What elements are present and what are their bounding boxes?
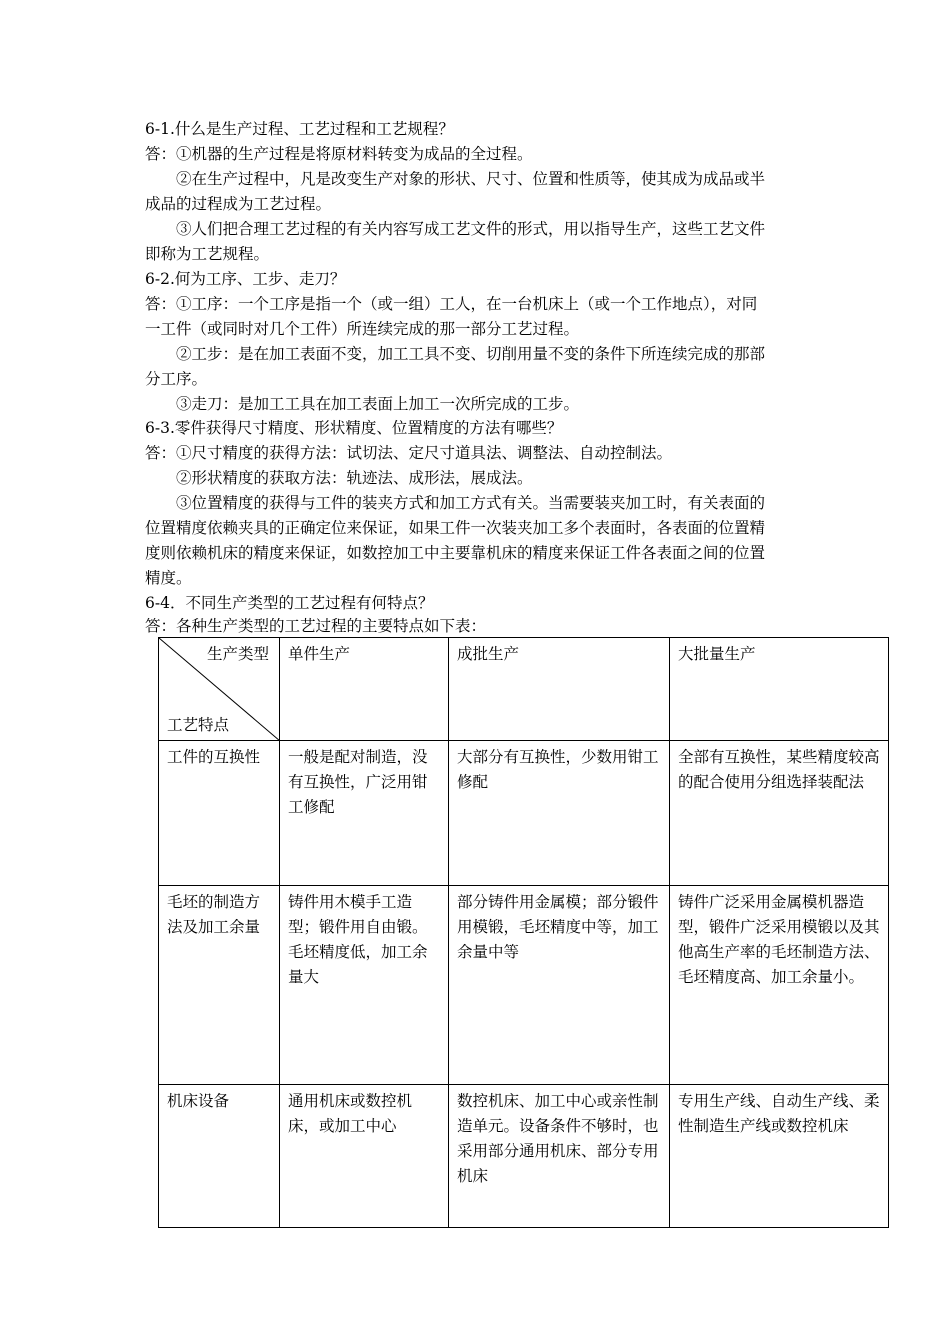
- question-6-1: 6-1.什么是生产过程、工艺过程和工艺规程？: [145, 120, 454, 138]
- corner-label-process-feature: 工艺特点: [167, 716, 230, 734]
- answer-line: 分工序。: [145, 370, 208, 388]
- table-row: [159, 741, 889, 886]
- row-label: 毛坯的制造方法及加工余量: [159, 886, 280, 1085]
- answer-line: 答：各种生产类型的工艺过程的主要特点如下表：: [145, 617, 487, 635]
- corner-label-production-type: 生产类型: [206, 645, 269, 663]
- header-batch-production: 成批生产: [449, 638, 670, 741]
- answer-line: ③人们把合理工艺过程的有关内容写成工艺文件的形式，用以指导生产，这些工艺文件: [145, 220, 766, 238]
- corner-header-cell: [159, 638, 280, 741]
- answer-line: 精度。: [145, 569, 192, 587]
- answer-line: ②形状精度的获取方法：轨迹法、成形法，展成法。: [145, 469, 533, 487]
- table-cell: 通用机床或数控机床，或加工中心: [280, 1085, 449, 1228]
- table-cell: 数控机床、加工中心或亲性制造单元。设备条件不够时，也采用部分通用机床、部分专用机床: [449, 1085, 670, 1228]
- answer-line: ③位置精度的获得与工件的装夹方式和加工方式有关。当需要装夹加工时，有关表面的: [145, 494, 766, 512]
- header-single-production: 单件生产: [280, 638, 449, 741]
- answer-line: 成品的过程成为工艺过程。: [145, 195, 332, 213]
- question-6-2: 6-2.何为工序、工步、走刀？: [145, 270, 346, 288]
- table-cell: 一般是配对制造，没有互换性，广泛用钳工修配: [280, 741, 449, 886]
- answer-line: ②工步：是在加工表面不变，加工工具不变、切削用量不变的条件下所连续完成的那部: [145, 345, 766, 363]
- table-header-row: [159, 638, 889, 741]
- header-mass-production: 大批量生产: [670, 638, 889, 741]
- table-row: [159, 1085, 889, 1228]
- answer-line: 度则依赖机床的精度来保证，如数控加工中主要靠机床的精度来保证工件各表面之间的位置: [145, 544, 766, 562]
- answer-line: 一工件（或同时对几个工件）所连续完成的那一部分工艺过程。: [145, 320, 580, 338]
- table-cell: 大部分有互换性，少数用钳工修配: [449, 741, 670, 886]
- production-type-table: [158, 637, 889, 1228]
- question-6-4: 6-4．不同生产类型的工艺过程有何特点？: [145, 594, 434, 612]
- table-cell: 部分铸件用金属模；部分锻件用模锻，毛坯精度中等，加工余量中等: [449, 886, 670, 1085]
- question-6-3: 6-3.零件获得尺寸精度、形状精度、位置精度的方法有哪些？: [145, 419, 563, 437]
- row-label: 工件的互换性: [159, 741, 280, 886]
- table-cell: 全部有互换性，某些精度较高的配合使用分组选择装配法: [670, 741, 889, 886]
- answer-line: 答：①尺寸精度的获得方法：试切法、定尺寸道具法、调整法、自动控制法。: [145, 444, 673, 462]
- answer-line: 即称为工艺规程。: [145, 245, 270, 263]
- table-cell: 铸件广泛采用金属模机器造型，锻件广泛采用模锻以及其他高生产率的毛坯制造方法、毛坯精度高、加工余量小。: [670, 886, 889, 1085]
- answer-line: 答：①工序：一个工序是指一个（或一组）工人，在一台机床上（或一个工作地点），对同: [145, 295, 758, 313]
- answer-line: 答：①机器的生产过程是将原材料转变为成品的全过程。: [145, 145, 533, 163]
- table-cell: 铸件用木模手工造型；锻件用自由锻。毛坯精度低，加工余量大: [280, 886, 449, 1085]
- answer-line: ②在生产过程中，凡是改变生产对象的形状、尺寸、位置和性质等，使其成为成品或半: [145, 170, 766, 188]
- answer-line: 位置精度依赖夹具的正确定位来保证，如果工件一次装夹加工多个表面时，各表面的位置精: [145, 519, 766, 537]
- row-label: 机床设备: [159, 1085, 280, 1228]
- table-cell: 专用生产线、自动生产线、柔性制造生产线或数控机床: [670, 1085, 889, 1228]
- answer-line: ③走刀：是加工工具在加工表面上加工一次所完成的工步。: [145, 395, 580, 413]
- table-row: [159, 886, 889, 1085]
